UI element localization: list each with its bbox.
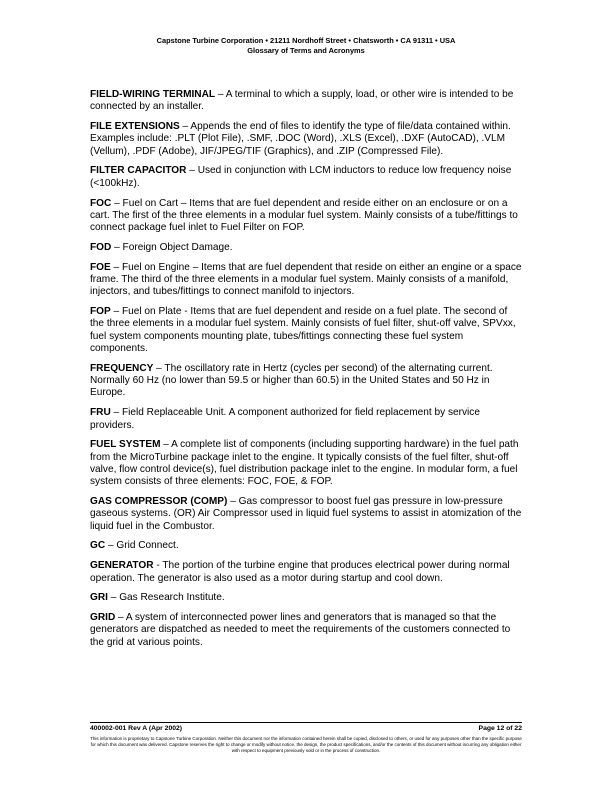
glossary-definition: Field Replaceable Unit. A component authorized for field replacement by service providers.	[90, 407, 480, 431]
glossary-definition: The portion of the turbine engine that produces electrical power during normal operation. The generator is also used as a motor during startup and cool down.	[90, 560, 510, 584]
glossary-term: GENERATOR	[90, 560, 154, 572]
glossary-entry	[90, 89, 522, 114]
glossary-entry	[90, 592, 522, 604]
glossary-definition: Used in conjunction with LCM inductors to reduce low frequency noise (<100kHz).	[90, 165, 512, 189]
glossary-term: FOD	[90, 241, 112, 253]
term-separator: –	[115, 612, 126, 624]
glossary-entry	[90, 439, 522, 488]
footer-divider	[90, 722, 522, 723]
glossary-entry	[90, 612, 522, 649]
glossary-entry	[90, 560, 522, 585]
document-title: Glossary of Terms and Acronyms	[247, 46, 365, 55]
term-separator: –	[186, 165, 198, 177]
company-address-line: Capstone Turbine Corporation • 21211 Nordhoff Street • Chatsworth • CA 91311 • USA	[156, 36, 456, 45]
term-separator: –	[111, 197, 123, 209]
glossary-definition: Gas Research Institute.	[119, 592, 225, 604]
glossary-list	[90, 89, 522, 656]
page-number: Page 12 of 22	[478, 725, 522, 732]
glossary-definition: Fuel on Cart – Items that are fuel dependent and reside either on an enclosure or on a cart. The first of the three elements in a modular fuel system. Mainly consists of a tube/fittings to connect package fuel inlet to Fuel Filter on FOP.	[90, 197, 518, 234]
glossary-definition: Gas compressor to boost fuel gas pressure in low-pressure gaseous systems. (OR) Air Compressor used in liquid fuel systems to assist in atomization of the liquid fuel in the Combustor.	[90, 496, 522, 532]
glossary-term: GRID	[90, 612, 116, 624]
page-footer	[90, 725, 522, 732]
page-header	[0, 36, 612, 56]
glossary-entry	[90, 121, 522, 158]
glossary-definition: A complete list of components (including supporting hardware) in the fuel path from the MicroTurbine package inlet to the engine. It typically consists of the fuel filter, shut-off valve, flow control device(s), fuel distribution package inlet to the engine. In modular form, a fuel system consists of three elements: FOC, FOE, & FOP.	[90, 439, 519, 488]
glossary-entry	[90, 165, 522, 190]
glossary-definition: Fuel on Plate - Items that are fuel dependent and reside on a fuel plate. The second of the three elements in a modular fuel system. Mainly consists of fuel filter, shut-off valve, SPVxx, fuel system components mounting plate, tubes/fittings connecting these fuel system components.	[90, 306, 516, 355]
glossary-entry	[90, 407, 522, 432]
glossary-term: GRI	[90, 592, 108, 604]
glossary-entry	[90, 198, 522, 235]
glossary-term: FOP	[90, 306, 111, 318]
term-separator: –	[215, 89, 226, 100]
term-separator: –	[110, 261, 122, 273]
glossary-term: FREQUENCY	[90, 362, 154, 374]
glossary-entry	[90, 363, 522, 400]
term-separator: –	[179, 121, 191, 133]
glossary-definition: The oscillatory rate in Hertz (cycles per second) of the alternating current. Normally 60 Hz (no lower than 59.5 or higher than 60.5) in the United States and 50 Hz in Europe.	[90, 362, 493, 399]
term-separator: –	[111, 241, 123, 253]
glossary-term: FOC	[90, 197, 112, 209]
glossary-entry	[90, 496, 522, 533]
term-separator: –	[110, 407, 122, 419]
glossary-definition: Fuel on Engine – Items that are fuel dependent that reside on either an engine or a space frame. The third of the three elements in a modular fuel system. Mainly consists of a manifold, injectors, and tubes/fittings to connect manifold to injectors.	[90, 261, 522, 298]
glossary-entry	[90, 540, 522, 552]
glossary-definition: Appends the end of files to identify the type of file/data contained within. Examples include: .PLT (Plot File), .SMF, .DOC (Word), .XLS (Excel), .DXF (AutoCAD), .VLM (Vellum), .PDF (Adobe), JIF/JPEG/TIF (Graphics), and .ZIP (Compressed File).	[90, 121, 511, 157]
glossary-term: FOE	[90, 261, 111, 273]
glossary-term: FRU	[90, 407, 111, 419]
term-separator: -	[153, 560, 163, 572]
glossary-definition: A system of interconnected power lines and generators that is managed so that the generators are dispatched as needed to meet the requirements of the customers connected to the grid at various points.	[90, 612, 511, 648]
term-separator: –	[110, 306, 122, 318]
glossary-term: FILTER CAPACITOR	[90, 165, 187, 177]
term-separator: –	[105, 540, 117, 552]
glossary-term: FILE EXTENSIONS	[90, 121, 180, 133]
glossary-term: GAS COMPRESSOR (COMP)	[90, 496, 228, 508]
glossary-term: GC	[90, 540, 106, 552]
glossary-definition: Foreign Object Damage.	[122, 241, 233, 253]
proprietary-notice: This information is proprietary to Capstone Turbine Corporation. Neither this document nor the information contained herein shall be copied, disclosed to others, or used for any purposes other than the specific purpose for which this document was delivered. Capstone reserves the right to change or modify without notice, the design, the product specifications, and/or the contents of this document without incurring any obligation either with respect to equipment previously sold or in the process of construction.	[90, 736, 522, 753]
document-number: 400002-001 Rev A (Apr 2002)	[90, 725, 183, 732]
glossary-term: FUEL SYSTEM	[90, 439, 161, 451]
term-separator: –	[107, 592, 120, 604]
term-separator: –	[160, 439, 172, 451]
term-separator: –	[153, 362, 165, 374]
glossary-entry	[90, 262, 522, 299]
glossary-definition: Grid Connect.	[116, 540, 179, 552]
glossary-definition: A terminal to which a supply, load, or other wire is intended to be connected by an installer.	[90, 89, 514, 113]
glossary-entry	[90, 242, 522, 254]
glossary-term: FIELD-WIRING TERMINAL	[90, 89, 216, 100]
glossary-entry	[90, 306, 522, 355]
term-separator: –	[227, 496, 239, 508]
